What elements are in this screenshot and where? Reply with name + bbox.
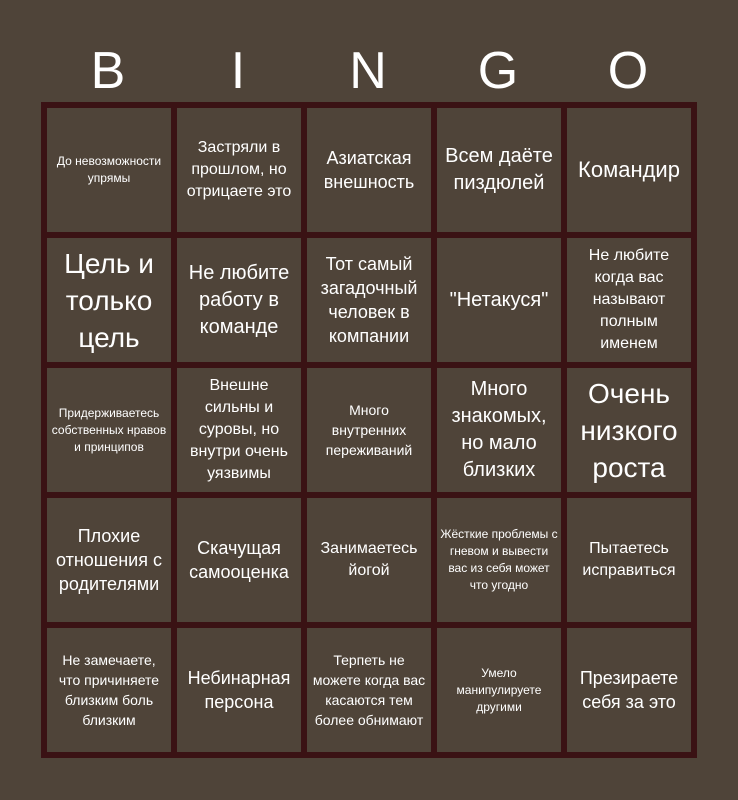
bingo-cell[interactable] xyxy=(437,498,561,622)
cell-text: Умело манипулируете другими xyxy=(456,665,542,714)
cell-text: Застряли в прошлом, но отрицаете это xyxy=(186,139,292,200)
bingo-cell[interactable] xyxy=(177,368,301,492)
cell-text: Очень низкого роста xyxy=(580,377,678,483)
bingo-cell[interactable] xyxy=(307,498,431,622)
bingo-header xyxy=(43,38,695,104)
cell-text: Плохие отношения с родителями xyxy=(55,526,162,594)
bingo-cell[interactable] xyxy=(437,628,561,752)
cell-text: Много внутренних переживаний xyxy=(325,402,413,458)
header-letter-g: G xyxy=(477,42,519,100)
cell-text: Всем даёте пиздюлей xyxy=(445,145,553,194)
cell-text: Презираете себя за это xyxy=(579,668,679,712)
bingo-cell[interactable] xyxy=(307,108,431,232)
cell-text: Терпеть не можете когда вас касаются тем более обнимают xyxy=(312,652,426,728)
cell-text: Скачущая самооценка xyxy=(189,538,289,582)
cell-text: Не любите работу в команде xyxy=(188,261,290,338)
cell-text: Придерживаетесь собственных нравов и принципов xyxy=(51,405,167,454)
bingo-cell[interactable] xyxy=(47,238,171,362)
cell-text: Внешне сильны и суровы, но внутри очень уязвимы xyxy=(190,377,288,482)
bingo-cell[interactable] xyxy=(177,108,301,232)
bingo-cell[interactable] xyxy=(47,368,171,492)
bingo-cell[interactable] xyxy=(307,238,431,362)
cell-text: Не любите когда вас называют полным именем xyxy=(588,247,670,352)
bingo-cell[interactable] xyxy=(307,368,431,492)
cell-text: Командир xyxy=(578,157,680,182)
bingo-cell[interactable] xyxy=(567,238,691,362)
cell-text: Не замечаете, что причиняете близким боль близким xyxy=(58,652,160,728)
bingo-cell[interactable] xyxy=(437,108,561,232)
bingo-cell[interactable] xyxy=(47,108,171,232)
cell-text: Занимаетесь йогой xyxy=(320,540,418,579)
cell-text: До невозможности упрямы xyxy=(56,154,162,185)
cell-text: Небинарная персона xyxy=(187,668,291,712)
header-letter-b: B xyxy=(90,42,126,100)
header-letter-n: N xyxy=(349,42,387,100)
bingo-cell[interactable] xyxy=(437,368,561,492)
cell-text: Азиатская внешность xyxy=(323,148,415,192)
bingo-cell[interactable] xyxy=(177,238,301,362)
bingo-cell[interactable] xyxy=(567,628,691,752)
bingo-cell[interactable] xyxy=(177,628,301,752)
bingo-cell[interactable] xyxy=(437,238,561,362)
bingo-cell[interactable] xyxy=(307,628,431,752)
header-letter-i: I xyxy=(230,42,246,100)
cell-text: Жёсткие проблемы с гневом и вывести вас из себя может что угодно xyxy=(440,527,558,592)
header-letter-o: O xyxy=(607,42,649,100)
cell-text: Тот самый загадочный человек в компании xyxy=(320,254,418,346)
bingo-cell[interactable] xyxy=(47,628,171,752)
bingo-cell[interactable] xyxy=(567,108,691,232)
bingo-cell[interactable] xyxy=(177,498,301,622)
bingo-cell[interactable] xyxy=(47,498,171,622)
cell-text: Цель и только цель xyxy=(64,247,154,353)
bingo-board xyxy=(41,102,697,758)
cell-text: "Нетакуся" xyxy=(449,288,549,311)
bingo-cell[interactable] xyxy=(567,368,691,492)
bingo-cell[interactable] xyxy=(567,498,691,622)
cell-text: Пытаетесь исправиться xyxy=(582,540,676,579)
cell-text: Много знакомых, но мало близких xyxy=(451,378,547,481)
